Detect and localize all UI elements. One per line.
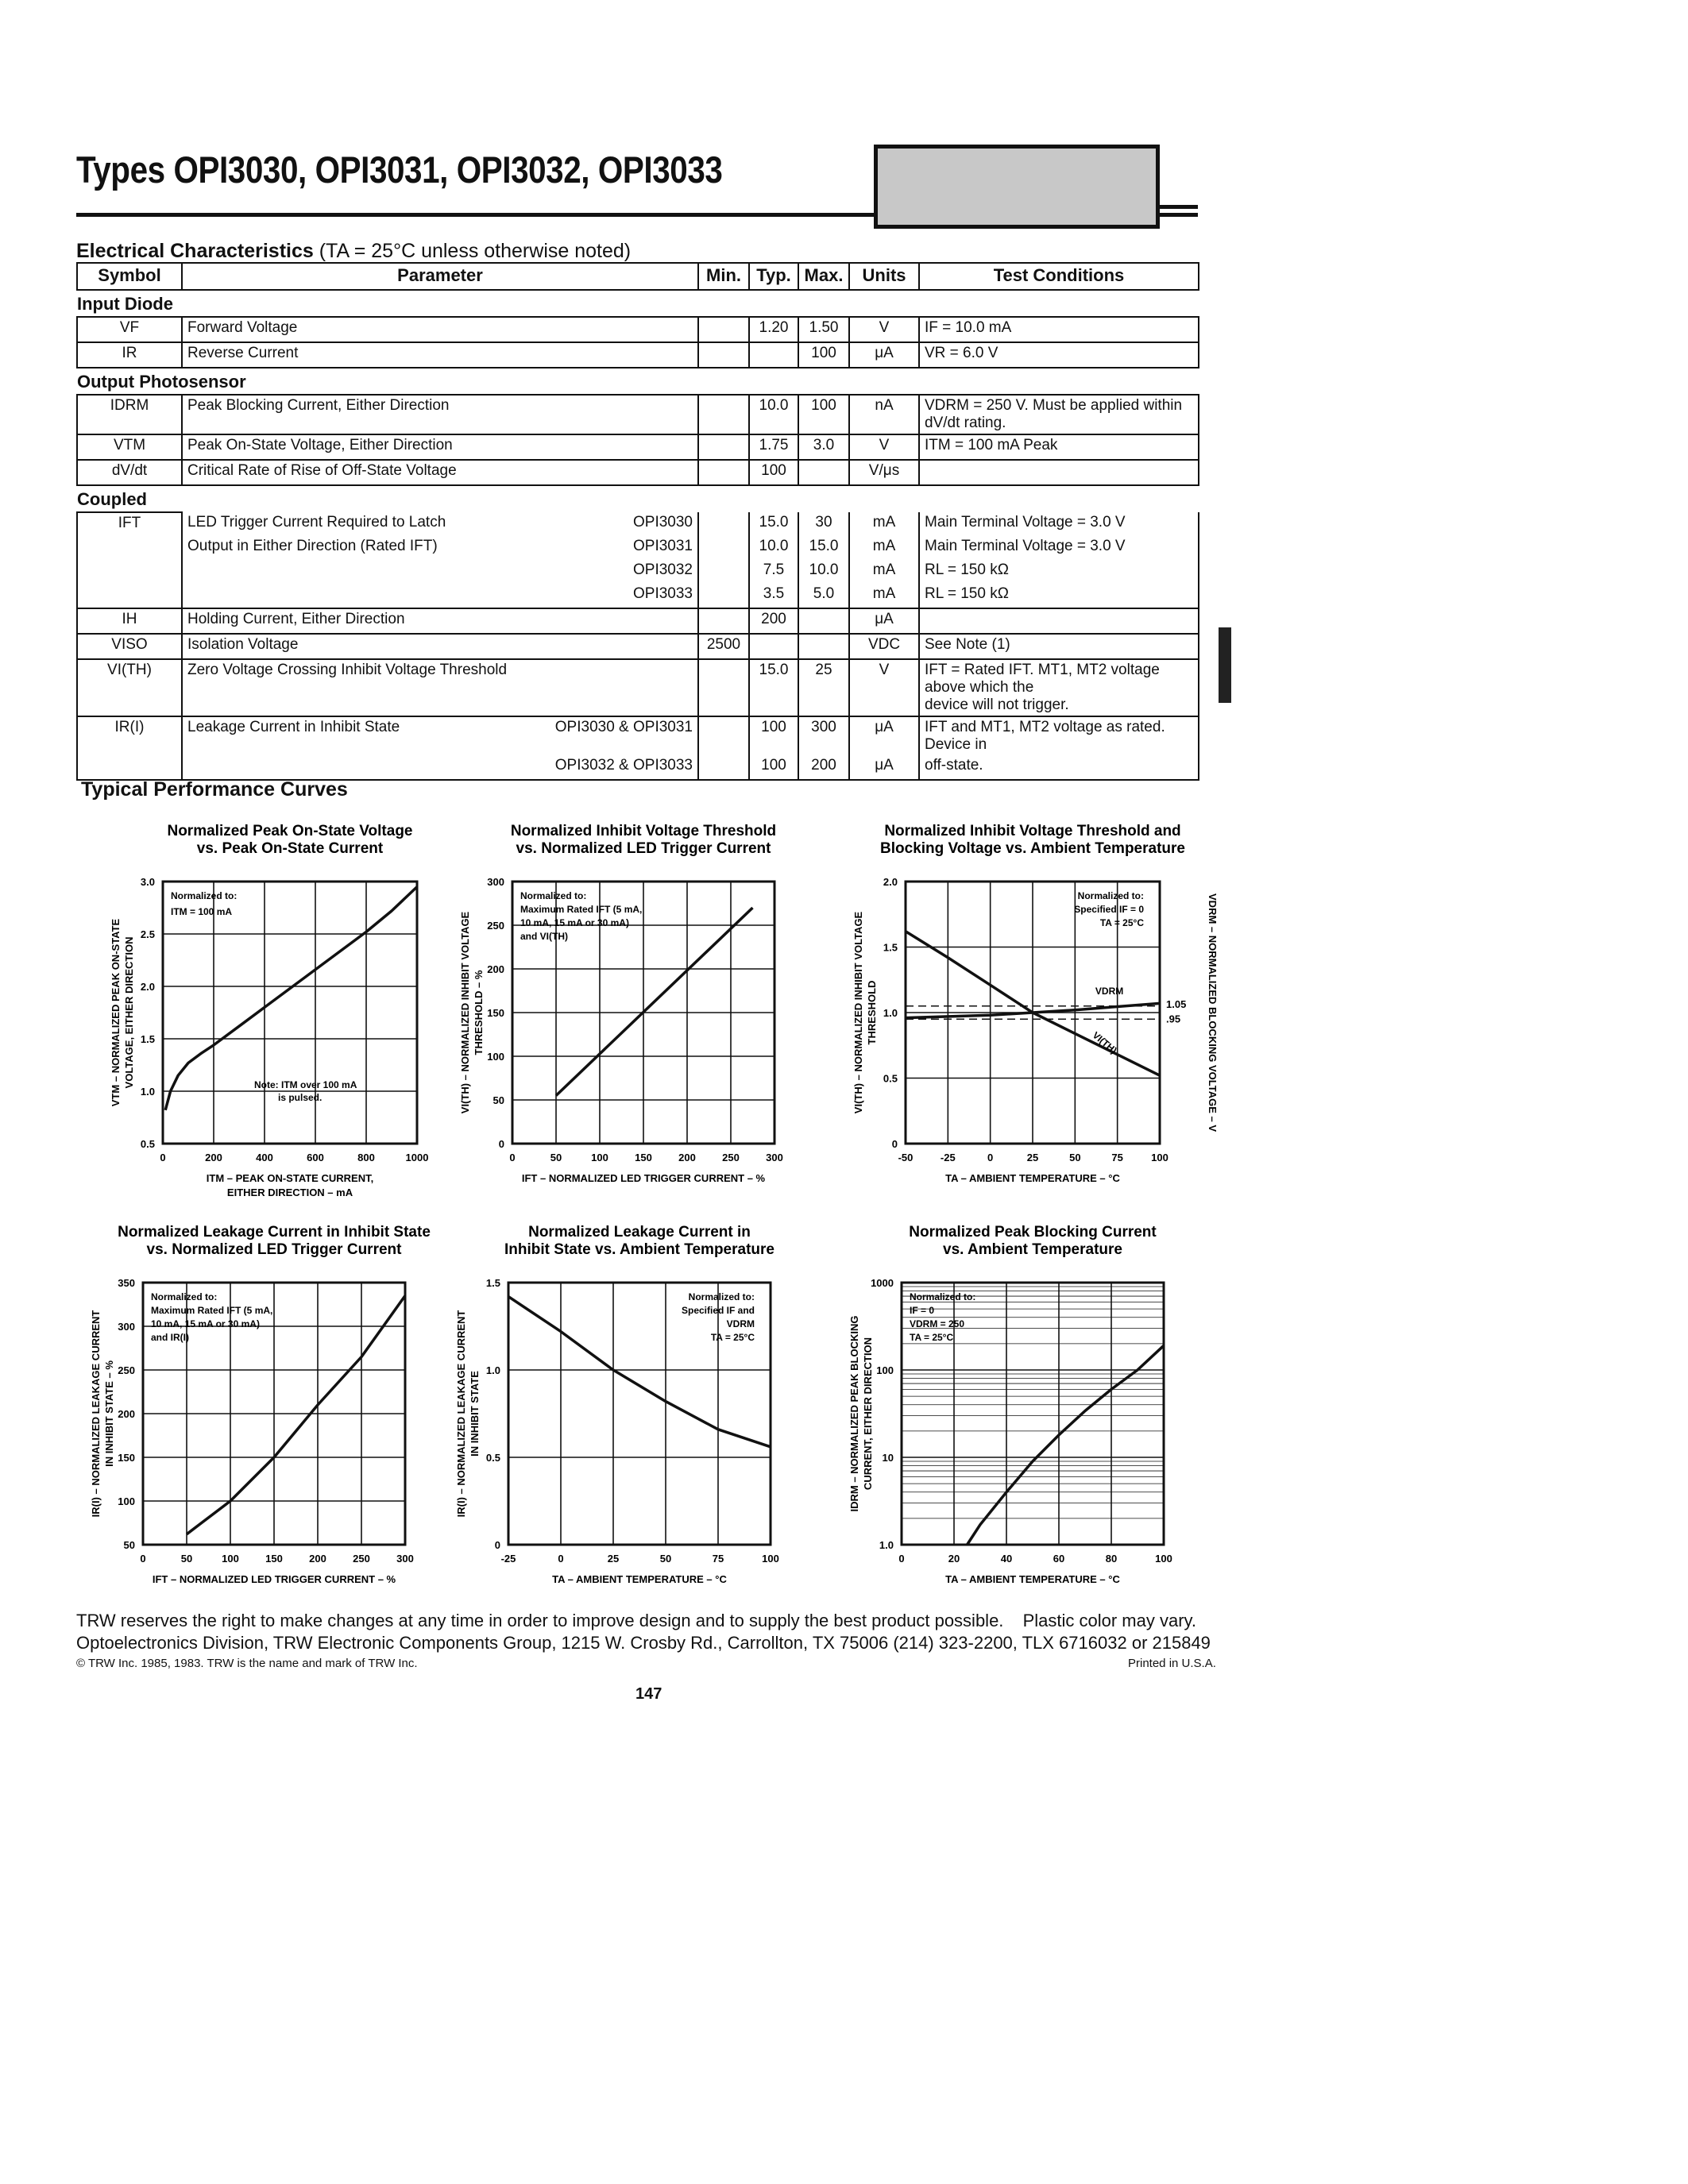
x-tick-label: 40 bbox=[1000, 1553, 1013, 1565]
table-row bbox=[77, 460, 1199, 485]
cell-max: 3.0 bbox=[798, 434, 849, 460]
cell-symbol: IFT bbox=[77, 512, 182, 608]
normalization-note: and IR(I) bbox=[151, 1332, 189, 1343]
normalization-note: Maximum Rated IFT (5 mA, bbox=[520, 904, 643, 915]
cell-max: 10.0 bbox=[798, 560, 849, 584]
x-tick-label: 250 bbox=[722, 1152, 740, 1163]
cell-typ: 100 bbox=[749, 460, 798, 485]
cell-max: 200 bbox=[798, 755, 849, 780]
chart-title-line2: Blocking Voltage vs. Ambient Temperature bbox=[880, 840, 1185, 857]
col-units: Units bbox=[849, 263, 919, 290]
cell-symbol: IR bbox=[77, 342, 182, 368]
x-tick-label: 80 bbox=[1105, 1553, 1118, 1565]
series-line-0 bbox=[968, 1345, 1165, 1545]
col-parameter: Parameter bbox=[182, 263, 698, 290]
footer-printed: Printed in U.S.A. bbox=[1128, 1657, 1216, 1670]
cell-max: 300 bbox=[798, 716, 849, 755]
x-tick-label: 800 bbox=[357, 1152, 375, 1163]
cell-conditions: IF = 10.0 mA bbox=[919, 317, 1199, 342]
y-tick-label: 1.0 bbox=[883, 1007, 898, 1019]
right-axis-label: VDRM – NORMALIZED BLOCKING VOLTAGE – V bbox=[1207, 893, 1219, 1132]
x-tick-label: 150 bbox=[635, 1152, 652, 1163]
cell-symbol: IR(I) bbox=[77, 716, 182, 780]
y-tick-label: 1.0 bbox=[140, 1086, 155, 1098]
cell-conditions: VDRM = 250 V. Must be applied within dV/dt rating. bbox=[919, 395, 1199, 434]
right-ref-label: .95 bbox=[1166, 1013, 1181, 1025]
x-tick-label: -25 bbox=[940, 1152, 956, 1163]
cell-units: V/μs bbox=[849, 460, 919, 485]
cell-symbol: VTM bbox=[77, 434, 182, 460]
normalization-note: TA = 25°C bbox=[1099, 917, 1144, 928]
cell-device: OPI3031 bbox=[633, 538, 693, 554]
y-axis-label-line2: THRESHOLD – % bbox=[473, 970, 485, 1055]
plastic-color-note: Plastic color may vary. bbox=[1022, 1611, 1196, 1630]
cell-typ bbox=[749, 342, 798, 368]
normalization-note: 10 mA, 15 mA or 30 mA) bbox=[151, 1318, 260, 1329]
cell-symbol: VISO bbox=[77, 634, 182, 659]
cell-parameter: Holding Current, Either Direction bbox=[182, 608, 698, 634]
table-row bbox=[77, 584, 1199, 608]
cell-units: V bbox=[849, 659, 919, 716]
right-ref-label: 1.05 bbox=[1166, 997, 1187, 1010]
cell-max: 100 bbox=[798, 395, 849, 434]
x-axis-label-line1: IFT – NORMALIZED LED TRIGGER CURRENT – % bbox=[521, 1172, 766, 1184]
chart-title-line1: Normalized Leakage Current in bbox=[528, 1224, 751, 1241]
x-axis-label-line1: TA – AMBIENT TEMPERATURE – °C bbox=[945, 1573, 1120, 1585]
y-tick-label: 10 bbox=[882, 1452, 894, 1464]
header-box-line bbox=[1160, 205, 1198, 209]
cell-device: OPI3032 & OPI3033 bbox=[554, 757, 693, 774]
y-axis-label-line2: CURRENT, EITHER DIRECTION bbox=[862, 1337, 874, 1491]
x-tick-label: 50 bbox=[180, 1553, 193, 1565]
x-axis-label-line1: IFT – NORMALIZED LED TRIGGER CURRENT – % bbox=[152, 1573, 396, 1585]
cell-units: μA bbox=[849, 608, 919, 634]
pulse-note: is pulsed. bbox=[278, 1092, 323, 1103]
cell-conditions: ITM = 100 mA Peak bbox=[919, 434, 1199, 460]
cell-symbol: IH bbox=[77, 608, 182, 634]
cell-max: 25 bbox=[798, 659, 849, 716]
cell-min: 2500 bbox=[698, 634, 749, 659]
cell-parameter: Reverse Current bbox=[182, 342, 698, 368]
cell-conditions: VR = 6.0 V bbox=[919, 342, 1199, 368]
cell-conditions bbox=[919, 460, 1199, 485]
cell-min bbox=[698, 434, 749, 460]
cell-min bbox=[698, 460, 749, 485]
col-min: Min. bbox=[698, 263, 749, 290]
cell-min bbox=[698, 755, 749, 780]
table-row bbox=[77, 342, 1199, 368]
col-max: Max. bbox=[798, 263, 849, 290]
x-tick-label: 50 bbox=[1069, 1152, 1081, 1163]
section-output-photosensor: Output Photosensor bbox=[77, 372, 246, 392]
x-tick-label: 200 bbox=[309, 1553, 326, 1565]
normalization-note: Normalized to: bbox=[171, 890, 238, 901]
x-tick-label: 100 bbox=[222, 1553, 239, 1565]
normalization-note: IF = 0 bbox=[910, 1305, 935, 1316]
y-tick-label: 0.5 bbox=[883, 1072, 898, 1085]
cell-conditions: RL = 150 kΩ bbox=[919, 560, 1199, 584]
table-row bbox=[77, 560, 1199, 584]
y-axis-label-line1: IR(I) – NORMALIZED LEAKAGE CURRENT bbox=[90, 1310, 102, 1518]
cell-conditions: Main Terminal Voltage = 3.0 V bbox=[919, 512, 1199, 536]
x-tick-label: 0 bbox=[898, 1553, 905, 1565]
series-label-vdrm: VDRM bbox=[1095, 985, 1124, 997]
cell-units: mA bbox=[849, 512, 919, 536]
cell-typ: 7.5 bbox=[749, 560, 798, 584]
cell-max bbox=[798, 608, 849, 634]
x-tick-label: 100 bbox=[762, 1553, 779, 1565]
chart-title-line1: Normalized Peak On-State Voltage bbox=[167, 823, 413, 839]
cell-typ: 10.0 bbox=[749, 395, 798, 434]
y-tick-label: 2.0 bbox=[140, 981, 155, 993]
cell-units: μA bbox=[849, 755, 919, 780]
leak-param: Leakage Current in Inhibit State bbox=[187, 719, 400, 735]
cell-parameter: Forward Voltage bbox=[182, 317, 698, 342]
x-tick-label: 200 bbox=[678, 1152, 696, 1163]
cell-parameter bbox=[182, 584, 698, 608]
cell-min bbox=[698, 317, 749, 342]
chart-title-line1: Normalized Leakage Current in Inhibit State bbox=[118, 1224, 431, 1241]
y-tick-label: 0.5 bbox=[485, 1452, 500, 1464]
x-axis-label-line1: ITM – PEAK ON-STATE CURRENT, bbox=[206, 1172, 374, 1184]
cell-units: V bbox=[849, 434, 919, 460]
y-axis-label-line1: VI(TH) – NORMALIZED INHIBIT VOLTAGE bbox=[852, 911, 864, 1114]
y-tick-label: 1.0 bbox=[879, 1539, 894, 1551]
ift-param-line2: Output in Either Direction (Rated IFT) bbox=[187, 538, 438, 554]
table-row bbox=[77, 608, 1199, 634]
normalization-note: Normalized to: bbox=[520, 890, 587, 901]
y-tick-label: 3.0 bbox=[140, 876, 155, 888]
y-tick-label: 1.0 bbox=[485, 1364, 500, 1376]
x-tick-label: 100 bbox=[591, 1152, 608, 1163]
cell-typ: 1.20 bbox=[749, 317, 798, 342]
cell-typ: 10.0 bbox=[749, 536, 798, 560]
cell-device: OPI3033 bbox=[633, 585, 693, 602]
x-tick-label: 150 bbox=[265, 1553, 283, 1565]
cell-min bbox=[698, 560, 749, 584]
col-test-conditions: Test Conditions bbox=[919, 263, 1199, 290]
table-header-row bbox=[77, 263, 1199, 290]
y-tick-label: 2.0 bbox=[883, 876, 898, 888]
cell-min bbox=[698, 536, 749, 560]
y-tick-label: 1.5 bbox=[883, 941, 898, 954]
y-axis-label-line1: VTM – NORMALIZED PEAK ON-STATE bbox=[110, 918, 122, 1107]
chart-title-line2: vs. Peak On-State Current bbox=[196, 840, 384, 857]
x-tick-label: 20 bbox=[948, 1553, 960, 1565]
y-tick-label: 100 bbox=[118, 1495, 135, 1507]
cell-units: μA bbox=[849, 716, 919, 755]
cell-parameter: Critical Rate of Rise of Off-State Voltage bbox=[182, 460, 698, 485]
y-tick-label: 200 bbox=[118, 1408, 135, 1420]
cell-parameter: Peak Blocking Current, Either Direction bbox=[182, 395, 698, 434]
cell-min bbox=[698, 608, 749, 634]
x-tick-label: 400 bbox=[256, 1152, 273, 1163]
x-tick-label: -50 bbox=[898, 1152, 914, 1163]
x-tick-label: 75 bbox=[1111, 1152, 1123, 1163]
cell-units: mA bbox=[849, 584, 919, 608]
x-axis-label-line1: TA – AMBIENT TEMPERATURE – °C bbox=[945, 1172, 1120, 1184]
cell-max bbox=[798, 634, 849, 659]
table-row bbox=[77, 634, 1199, 659]
y-tick-label: 0 bbox=[891, 1138, 898, 1150]
section-coupled: Coupled bbox=[77, 489, 147, 509]
cell-units: nA bbox=[849, 395, 919, 434]
y-tick-label: 0 bbox=[498, 1138, 504, 1150]
cell-conditions bbox=[919, 608, 1199, 634]
series-line-0 bbox=[187, 1296, 405, 1534]
y-tick-label: 2.5 bbox=[140, 928, 155, 940]
footer-notice bbox=[76, 1611, 1204, 1631]
chart-title-line2: vs. Ambient Temperature bbox=[943, 1241, 1122, 1258]
cell-typ: 3.5 bbox=[749, 584, 798, 608]
y-axis-label-line2: VOLTAGE, EITHER DIRECTION bbox=[123, 936, 135, 1089]
y-tick-label: 300 bbox=[487, 876, 504, 888]
y-axis-label-line1: VI(TH) – NORMALIZED INHIBIT VOLTAGE bbox=[459, 911, 471, 1114]
chart-title-line2: vs. Normalized LED Trigger Current bbox=[516, 840, 771, 857]
y-tick-label: 100 bbox=[487, 1051, 504, 1063]
y-tick-label: 0.5 bbox=[140, 1138, 155, 1150]
cell-parameter bbox=[182, 716, 698, 755]
cell-units: mA bbox=[849, 560, 919, 584]
x-tick-label: 300 bbox=[396, 1553, 414, 1565]
chart-title-line1: Normalized Inhibit Voltage Threshold and bbox=[884, 823, 1181, 839]
cell-conditions bbox=[919, 659, 1199, 716]
y-tick-label: 200 bbox=[487, 963, 504, 975]
x-tick-label: 600 bbox=[307, 1152, 324, 1163]
series-line-0 bbox=[556, 908, 753, 1096]
cell-min bbox=[698, 512, 749, 536]
ec-title-bold: Electrical Characteristics bbox=[76, 240, 314, 262]
cell-min bbox=[698, 716, 749, 755]
x-tick-label: 60 bbox=[1053, 1553, 1065, 1565]
cell-symbol: VF bbox=[77, 317, 182, 342]
y-tick-label: 350 bbox=[118, 1277, 135, 1289]
header-grey-box bbox=[874, 145, 1160, 229]
ec-title-conditions: (TA = 25°C unless otherwise noted) bbox=[319, 240, 632, 262]
x-tick-label: 0 bbox=[987, 1152, 994, 1163]
x-tick-label: 25 bbox=[607, 1553, 620, 1565]
chart-title-line2: Inhibit State vs. Ambient Temperature bbox=[504, 1241, 774, 1258]
cell-units: VDC bbox=[849, 634, 919, 659]
cell-typ: 100 bbox=[749, 716, 798, 755]
y-tick-label: 250 bbox=[487, 920, 504, 932]
x-axis-label-line1: TA – AMBIENT TEMPERATURE – °C bbox=[552, 1573, 727, 1585]
y-tick-label: 100 bbox=[876, 1364, 894, 1376]
x-tick-label: 100 bbox=[1155, 1553, 1172, 1565]
cell-symbol: VI(TH) bbox=[77, 659, 182, 716]
col-typ: Typ. bbox=[749, 263, 798, 290]
normalization-note: Normalized to: bbox=[151, 1291, 218, 1302]
vith-cond-line1: IFT = Rated IFT. MT1, MT2 voltage above which the bbox=[925, 662, 1160, 696]
cell-max: 15.0 bbox=[798, 536, 849, 560]
cell-conditions: RL = 150 kΩ bbox=[919, 584, 1199, 608]
vith-cond-line2: device will not trigger. bbox=[925, 696, 1069, 713]
chart-leakage-vs-ift bbox=[79, 1219, 453, 1600]
y-tick-label: 150 bbox=[487, 1007, 504, 1019]
normalization-note: Specified IF = 0 bbox=[1074, 904, 1144, 915]
cell-min bbox=[698, 395, 749, 434]
normalization-note: ITM = 100 mA bbox=[171, 906, 233, 917]
cell-units: μA bbox=[849, 342, 919, 368]
y-tick-label: 0 bbox=[494, 1539, 500, 1551]
y-tick-label: 50 bbox=[123, 1539, 135, 1551]
cell-conditions: Main Terminal Voltage = 3.0 V bbox=[919, 536, 1199, 560]
cell-parameter bbox=[182, 512, 698, 536]
normalization-note: Normalized to: bbox=[1077, 890, 1144, 901]
y-axis-label-line1: IDRM – NORMALIZED PEAK BLOCKING bbox=[848, 1315, 860, 1512]
y-axis-label-line2: IN INHIBIT STATE bbox=[469, 1371, 481, 1457]
x-tick-label: 1000 bbox=[405, 1152, 429, 1163]
table-row bbox=[77, 434, 1199, 460]
table-row bbox=[77, 512, 1199, 536]
cell-max: 1.50 bbox=[798, 317, 849, 342]
normalization-note: VDRM bbox=[726, 1318, 755, 1329]
chart-title-line1: Normalized Inhibit Voltage Threshold bbox=[510, 823, 777, 839]
chart-title-line2: vs. Normalized LED Trigger Current bbox=[146, 1241, 402, 1258]
y-tick-label: 250 bbox=[118, 1364, 135, 1376]
section-input-diode: Input Diode bbox=[77, 294, 173, 314]
chart-peak-blocking-vs-temp bbox=[822, 1219, 1196, 1600]
cell-min bbox=[698, 659, 749, 716]
normalization-note: Normalized to: bbox=[910, 1291, 976, 1302]
normalization-note: and VI(TH) bbox=[520, 931, 568, 942]
cell-typ: 15.0 bbox=[749, 659, 798, 716]
table-row bbox=[77, 536, 1199, 560]
cell-conditions: See Note (1) bbox=[919, 634, 1199, 659]
series-line-0 bbox=[165, 887, 417, 1110]
x-tick-label: 300 bbox=[766, 1152, 783, 1163]
normalization-note: Maximum Rated IFT (5 mA, bbox=[151, 1305, 273, 1316]
y-axis-label-line2: IN INHIBIT STATE – % bbox=[103, 1360, 115, 1467]
performance-curves-title: Typical Performance Curves bbox=[81, 778, 348, 801]
normalization-note: TA = 25°C bbox=[710, 1332, 755, 1343]
y-tick-label: 150 bbox=[118, 1452, 135, 1464]
page-title: Types OPI3030, OPI3031, OPI3032, OPI3033 bbox=[76, 149, 723, 191]
cell-max: 30 bbox=[798, 512, 849, 536]
cell-symbol: dV/dt bbox=[77, 460, 182, 485]
y-tick-label: 1.5 bbox=[485, 1277, 500, 1289]
pulse-note: Note: ITM over 100 mA bbox=[254, 1079, 357, 1090]
x-tick-label: 0 bbox=[509, 1152, 516, 1163]
cell-units: V bbox=[849, 317, 919, 342]
cell-parameter bbox=[182, 755, 698, 780]
normalization-note: Normalized to: bbox=[688, 1291, 755, 1302]
notice-text: TRW reserves the right to make changes at any time in order to improve design and to supply the best product possible. bbox=[76, 1611, 1004, 1630]
footer-copyright: © TRW Inc. 1985, 1983. TRW is the name and mark of TRW Inc. bbox=[76, 1657, 418, 1670]
electrical-characteristics-title bbox=[76, 240, 631, 263]
cell-device: OPI3030 bbox=[633, 514, 693, 531]
table-row bbox=[77, 716, 1199, 755]
table-row bbox=[77, 317, 1199, 342]
y-tick-label: 1.5 bbox=[140, 1033, 155, 1045]
y-tick-label: 300 bbox=[118, 1321, 135, 1333]
y-tick-label: 50 bbox=[492, 1094, 504, 1106]
x-tick-label: -25 bbox=[500, 1553, 516, 1565]
x-tick-label: 100 bbox=[1151, 1152, 1168, 1163]
table-row bbox=[77, 755, 1199, 780]
table-row bbox=[77, 395, 1199, 434]
cell-max: 100 bbox=[798, 342, 849, 368]
cell-parameter: Isolation Voltage bbox=[182, 634, 698, 659]
cell-parameter bbox=[182, 560, 698, 584]
cell-min bbox=[698, 584, 749, 608]
cell-device: OPI3032 bbox=[633, 561, 693, 578]
normalization-note: Specified IF and bbox=[681, 1305, 755, 1316]
x-tick-label: 75 bbox=[712, 1553, 724, 1565]
cell-conditions: off-state. bbox=[919, 755, 1199, 780]
cell-max: 5.0 bbox=[798, 584, 849, 608]
cell-typ: 1.75 bbox=[749, 434, 798, 460]
ift-param-line1: LED Trigger Current Required to Latch bbox=[187, 514, 446, 531]
y-axis-label-line2: THRESHOLD bbox=[866, 980, 878, 1045]
x-tick-label: 50 bbox=[659, 1553, 672, 1565]
section-side-tab bbox=[1219, 627, 1231, 703]
cell-typ: 100 bbox=[749, 755, 798, 780]
x-tick-label: 25 bbox=[1026, 1152, 1039, 1163]
cell-device: OPI3030 & OPI3031 bbox=[554, 719, 693, 735]
series-label-vith: VI(TH) bbox=[1090, 1029, 1119, 1056]
cell-typ: 15.0 bbox=[749, 512, 798, 536]
normalization-note: 10 mA, 15 mA or 30 mA) bbox=[520, 917, 629, 928]
cell-conditions: IFT and MT1, MT2 voltage as rated. Device in bbox=[919, 716, 1199, 755]
cell-min bbox=[698, 342, 749, 368]
normalization-note: TA = 25°C bbox=[910, 1332, 954, 1343]
x-tick-label: 250 bbox=[353, 1553, 370, 1565]
x-tick-label: 0 bbox=[140, 1553, 146, 1565]
y-axis-label-line1: IR(I) – NORMALIZED LEAKAGE CURRENT bbox=[455, 1310, 467, 1518]
chart-title-line1: Normalized Peak Blocking Current bbox=[909, 1224, 1157, 1241]
electrical-characteristics-table bbox=[76, 262, 1199, 781]
x-tick-label: 200 bbox=[205, 1152, 222, 1163]
cell-parameter bbox=[182, 536, 698, 560]
chart-leakage-vs-temp bbox=[453, 1219, 826, 1600]
col-symbol: Symbol bbox=[77, 263, 182, 290]
normalization-note: VDRM = 250 bbox=[910, 1318, 965, 1329]
table-row bbox=[77, 659, 1199, 716]
x-tick-label: 50 bbox=[550, 1152, 562, 1163]
page-number: 147 bbox=[635, 1685, 662, 1703]
cell-max bbox=[798, 460, 849, 485]
cell-parameter: Zero Voltage Crossing Inhibit Voltage Threshold bbox=[182, 659, 698, 716]
x-axis-label-line2: EITHER DIRECTION – mA bbox=[226, 1187, 353, 1198]
chart-inhibit-threshold-vs-ift bbox=[453, 818, 826, 1199]
chart-on-state-voltage bbox=[79, 818, 445, 1199]
cell-typ bbox=[749, 634, 798, 659]
cell-units: mA bbox=[849, 536, 919, 560]
x-tick-label: 0 bbox=[160, 1152, 166, 1163]
x-tick-label: 0 bbox=[558, 1553, 564, 1565]
cell-typ: 200 bbox=[749, 608, 798, 634]
cell-symbol: IDRM bbox=[77, 395, 182, 434]
cell-parameter: Peak On-State Voltage, Either Direction bbox=[182, 434, 698, 460]
y-tick-label: 1000 bbox=[871, 1277, 894, 1289]
chart-inhibit-threshold-vs-temp bbox=[822, 818, 1219, 1199]
footer-address: Optoelectronics Division, TRW Electronic Components Group, 1215 W. Crosby Rd., Carrollton, TX 75006 (214) 323-2200, TLX 6716032 or 215849 bbox=[76, 1633, 1211, 1653]
